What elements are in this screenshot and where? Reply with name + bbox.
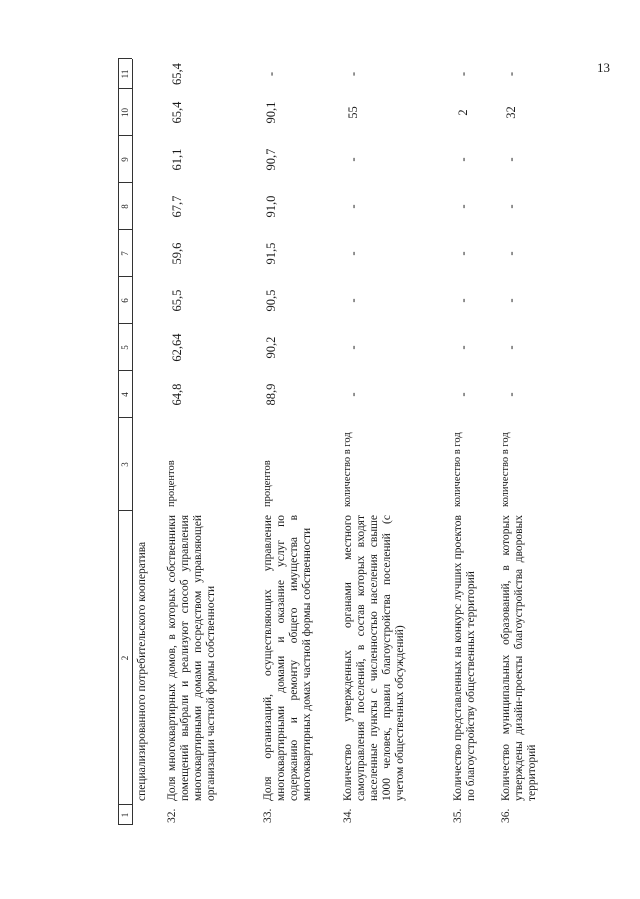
value-col10: 2 bbox=[456, 109, 470, 116]
header-bottom-border bbox=[132, 59, 133, 825]
row-number: 33. bbox=[262, 808, 274, 823]
unit-text: количество в год bbox=[342, 432, 353, 507]
row-number: 32. bbox=[166, 808, 178, 823]
unit-text: количество в год bbox=[452, 432, 463, 507]
unit-text: количество в год bbox=[500, 432, 511, 507]
column-header-6: 6 bbox=[120, 298, 130, 303]
page-number: 13 bbox=[597, 60, 610, 75]
value-col8: 67,7 bbox=[170, 195, 184, 218]
column-header-5: 5 bbox=[120, 345, 130, 350]
value-col5: - bbox=[346, 345, 360, 350]
value-col9: - bbox=[456, 157, 470, 162]
value-col6: - bbox=[456, 298, 470, 303]
value-col8: - bbox=[504, 204, 518, 209]
value-col7: 91,5 bbox=[264, 242, 278, 265]
value-col9: - bbox=[346, 157, 360, 162]
value-col5: 90,2 bbox=[264, 336, 278, 359]
value-col11: - bbox=[504, 71, 518, 77]
column-header-2: 2 bbox=[120, 655, 130, 661]
value-col6: - bbox=[504, 298, 518, 303]
value-col7: - bbox=[346, 251, 360, 256]
value-col6: - bbox=[346, 298, 360, 303]
value-col8: - bbox=[346, 204, 360, 209]
value-col10: 90,1 bbox=[264, 101, 278, 124]
indicator-text: Доля многоквартирных домов, в которых собственники помещений выбрали и реализуют способ управления многоквартирными домами посредством управляющей организации частной формы собственности bbox=[166, 515, 217, 801]
value-col8: 91,0 bbox=[264, 195, 278, 218]
value-col5: 62,64 bbox=[170, 333, 184, 362]
value-col9: - bbox=[504, 157, 518, 162]
value-col9: 61,1 bbox=[170, 148, 184, 171]
value-col4: 64,8 bbox=[170, 383, 184, 406]
value-col11: - bbox=[346, 71, 360, 77]
indicator-text: Количество муниципальных образований, в которых утверждены дизайн-проекты благоустройства дворовых территорий bbox=[500, 515, 538, 801]
indicator-text: Доля организаций, осуществляющих управление многоквартирными домами и оказание услуг по содержанию и ремонту общего имущества в многоквартирных домах частной формы собственности bbox=[262, 515, 313, 801]
column-header-10: 10 bbox=[120, 108, 130, 117]
value-col7: - bbox=[456, 251, 470, 256]
value-col4: - bbox=[456, 392, 470, 397]
indicator-text: Количество представленных на конкурс лучших проектов по благоустройству общественных территорий bbox=[452, 515, 477, 801]
value-col10: 32 bbox=[504, 106, 518, 119]
unit-text: процентов bbox=[262, 460, 273, 507]
value-col4: 88,9 bbox=[264, 383, 278, 406]
value-col4: - bbox=[346, 392, 360, 397]
value-col11: 65,4 bbox=[170, 63, 184, 85]
value-col10: 65,4 bbox=[170, 101, 184, 124]
unit-text: процентов bbox=[166, 460, 177, 507]
value-col6: 65,5 bbox=[170, 289, 184, 312]
column-header-8: 8 bbox=[120, 204, 130, 209]
row-number: 35. bbox=[452, 808, 464, 823]
indicators-table bbox=[118, 59, 538, 825]
value-col5: - bbox=[456, 345, 470, 350]
value-col7: - bbox=[504, 251, 518, 256]
value-col9: 90,7 bbox=[264, 148, 278, 171]
indicator-text: Количество утвержденных органами местного самоуправления поселений, в состав которых входят населенные пункты с численностью населения свыше 1000 человек, правил благоустройства поселений (с учетом общественных обсуждений) bbox=[342, 515, 406, 801]
value-col6: 90,5 bbox=[264, 289, 278, 312]
value-col8: - bbox=[456, 204, 470, 209]
column-header-11: 11 bbox=[120, 69, 130, 79]
column-header-1: 1 bbox=[120, 812, 130, 818]
value-col5: - bbox=[504, 345, 518, 350]
value-col4: - bbox=[504, 392, 518, 397]
column-header-9: 9 bbox=[120, 157, 130, 162]
indicator-text: специализированного потребительского кооператива bbox=[136, 541, 148, 801]
value-col11: - bbox=[456, 71, 470, 77]
column-header-4: 4 bbox=[120, 392, 130, 397]
value-col11: - bbox=[264, 71, 278, 77]
value-col7: 59,6 bbox=[170, 242, 184, 265]
column-header-7: 7 bbox=[120, 251, 130, 256]
row-number: 36. bbox=[500, 808, 512, 823]
row-number: 34. bbox=[342, 808, 354, 823]
value-col10: 55 bbox=[346, 106, 360, 119]
column-header-3: 3 bbox=[120, 462, 130, 467]
